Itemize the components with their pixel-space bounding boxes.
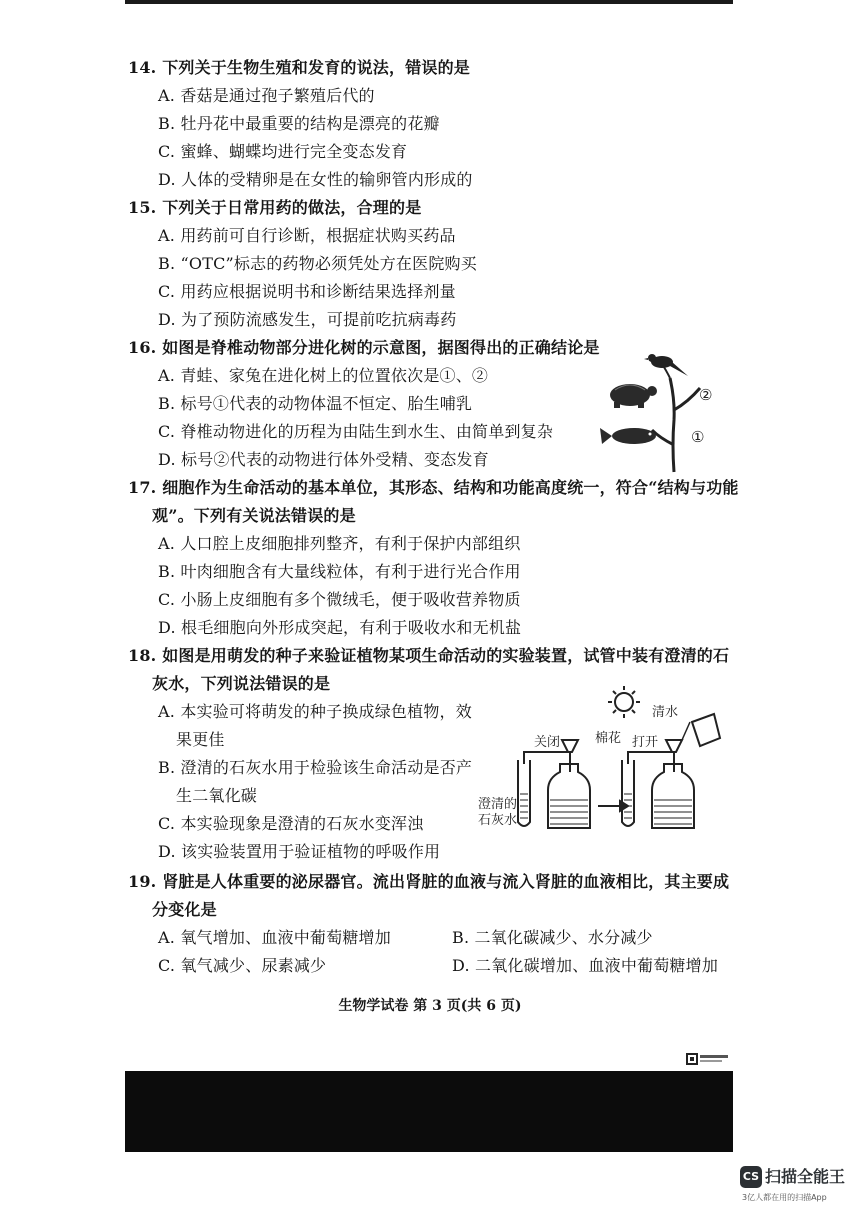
q15-option-a: A. 用药前可自行诊断，根据症状购买药品 bbox=[158, 226, 456, 245]
q16-option-a: A. 青蛙、家兔在进化树上的位置依次是①、② bbox=[158, 366, 489, 385]
arrow-icon bbox=[598, 801, 628, 811]
label-open: 打开 bbox=[632, 735, 659, 750]
top-border bbox=[125, 0, 733, 4]
right-test-tube bbox=[622, 760, 634, 826]
right-bottle bbox=[652, 764, 694, 828]
left-bottle bbox=[548, 764, 590, 828]
q17-option-b: B. 叶肉细胞含有大量线粒体，有利于进行光合作用 bbox=[158, 562, 521, 581]
q19-stem-line2: 分变化是 bbox=[152, 900, 217, 919]
q18-option-c: C. 本实验现象是澄清的石灰水变浑浊 bbox=[158, 814, 424, 833]
left-funnel bbox=[562, 740, 578, 772]
tree-trunk bbox=[670, 378, 674, 472]
q16-option-c: C. 脊椎动物进化的历程为由陆生到水生、由简单到复杂 bbox=[158, 422, 554, 441]
q16-option-d: D. 标号②代表的动物进行体外受精、变态发育 bbox=[158, 450, 489, 469]
right-funnel bbox=[666, 740, 682, 772]
label-close: 关闭 bbox=[534, 735, 561, 750]
scan-black-band bbox=[125, 1071, 733, 1152]
q19-option-c: C. 氧气减少、尿素减少 bbox=[158, 956, 327, 975]
q18-option-d: D. 该实验装置用于验证植物的呼吸作用 bbox=[158, 842, 441, 861]
q17-option-a: A. 人口腔上皮细胞排列整齐，有利于保护内部组织 bbox=[158, 534, 521, 553]
q18-option-a-line2: 果更佳 bbox=[176, 730, 225, 749]
q19-option-b: B. 二氧化碳减少、水分减少 bbox=[452, 928, 653, 947]
camscanner-logo-icon: CS bbox=[740, 1166, 762, 1188]
tree-label-2: ② bbox=[699, 386, 713, 404]
page-footer: 生物学试卷 第 3 页(共 6 页) bbox=[338, 998, 522, 1014]
q16-option-b: B. 标号①代表的动物体温不恒定、胎生哺乳 bbox=[158, 394, 473, 413]
q14-stem: 14. 下列关于生物生殖和发育的说法，错误的是 bbox=[128, 58, 471, 77]
qr-code-icon bbox=[686, 1053, 730, 1066]
q18-stem-line2: 灰水，下列说法错误的是 bbox=[152, 674, 331, 693]
q19-stem-line1: 19. 肾脏是人体重要的泌尿器官。流出肾脏的血液与流入肾脏的血液相比，其主要成 bbox=[128, 872, 730, 891]
q15-option-b: B. “OTC”标志的药物必须凭处方在医院购买 bbox=[158, 254, 477, 273]
sun-icon bbox=[608, 686, 640, 718]
turtle-icon bbox=[610, 384, 657, 408]
q15-stem: 15. 下列关于日常用药的做法，合理的是 bbox=[128, 198, 422, 217]
tree-branch-upper bbox=[674, 388, 700, 410]
watermark-app-name: 扫描全能王 bbox=[765, 1167, 846, 1186]
q14-option-b: B. 牡丹花中最重要的结构是漂亮的花瓣 bbox=[158, 114, 440, 133]
beaker-icon bbox=[682, 714, 720, 746]
q18-option-b-line2: 生二氧化碳 bbox=[176, 786, 258, 805]
evolution-tree-figure bbox=[600, 350, 725, 475]
q18-option-b-line1: B. 澄清的石灰水用于检验该生命活动是否产 bbox=[158, 758, 473, 777]
scanner-watermark bbox=[740, 1164, 852, 1208]
q17-option-c: C. 小肠上皮细胞有多个微绒毛，便于吸收营养物质 bbox=[158, 590, 521, 609]
tree-label-1: ① bbox=[691, 428, 705, 446]
label-cotton: 棉花 bbox=[595, 731, 622, 746]
q18-stem-line1: 18. 如图是用萌发的种子来验证植物某项生命活动的实验装置，试管中装有澄清的石 bbox=[128, 646, 730, 665]
q15-option-c: C. 用药应根据说明书和诊断结果选择剂量 bbox=[158, 282, 456, 301]
label-water: 清水 bbox=[652, 705, 679, 720]
q14-option-d: D. 人体的受精卵是在女性的输卵管内形成的 bbox=[158, 170, 473, 189]
experiment-apparatus-figure bbox=[478, 682, 723, 832]
fish-icon bbox=[600, 428, 656, 444]
q17-option-d: D. 根毛细胞向外形成突起，有利于吸收水和无机盐 bbox=[158, 618, 522, 637]
bird-icon bbox=[644, 354, 688, 376]
q18-option-a-line1: A. 本实验可将萌发的种子换成绿色植物，效 bbox=[158, 702, 472, 721]
q17-stem-line2: 观”。下列有关说法错误的是 bbox=[152, 506, 356, 525]
left-test-tube bbox=[518, 760, 530, 826]
watermark-tagline: 3亿人都在用的扫描App bbox=[742, 1193, 827, 1202]
q19-option-a: A. 氧气增加、血液中葡萄糖增加 bbox=[158, 928, 391, 947]
q14-option-c: C. 蜜蜂、蝴蝶均进行完全变态发育 bbox=[158, 142, 408, 161]
q16-stem: 16. 如图是脊椎动物部分进化树的示意图，据图得出的正确结论是 bbox=[128, 338, 600, 357]
q19-option-d: D. 二氧化碳增加、血液中葡萄糖增加 bbox=[452, 956, 719, 975]
q17-stem-line1: 17. 细胞作为生命活动的基本单位，其形态、结构和功能高度统一，符合“结构与功能 bbox=[128, 478, 739, 497]
label-limewater-2: 石灰水 bbox=[478, 813, 518, 828]
q15-option-d: D. 为了预防流感发生，可提前吃抗病毒药 bbox=[158, 310, 457, 329]
q14-option-a: A. 香菇是通过孢子繁殖后代的 bbox=[158, 86, 375, 105]
label-limewater-1: 澄清的 bbox=[478, 797, 518, 812]
